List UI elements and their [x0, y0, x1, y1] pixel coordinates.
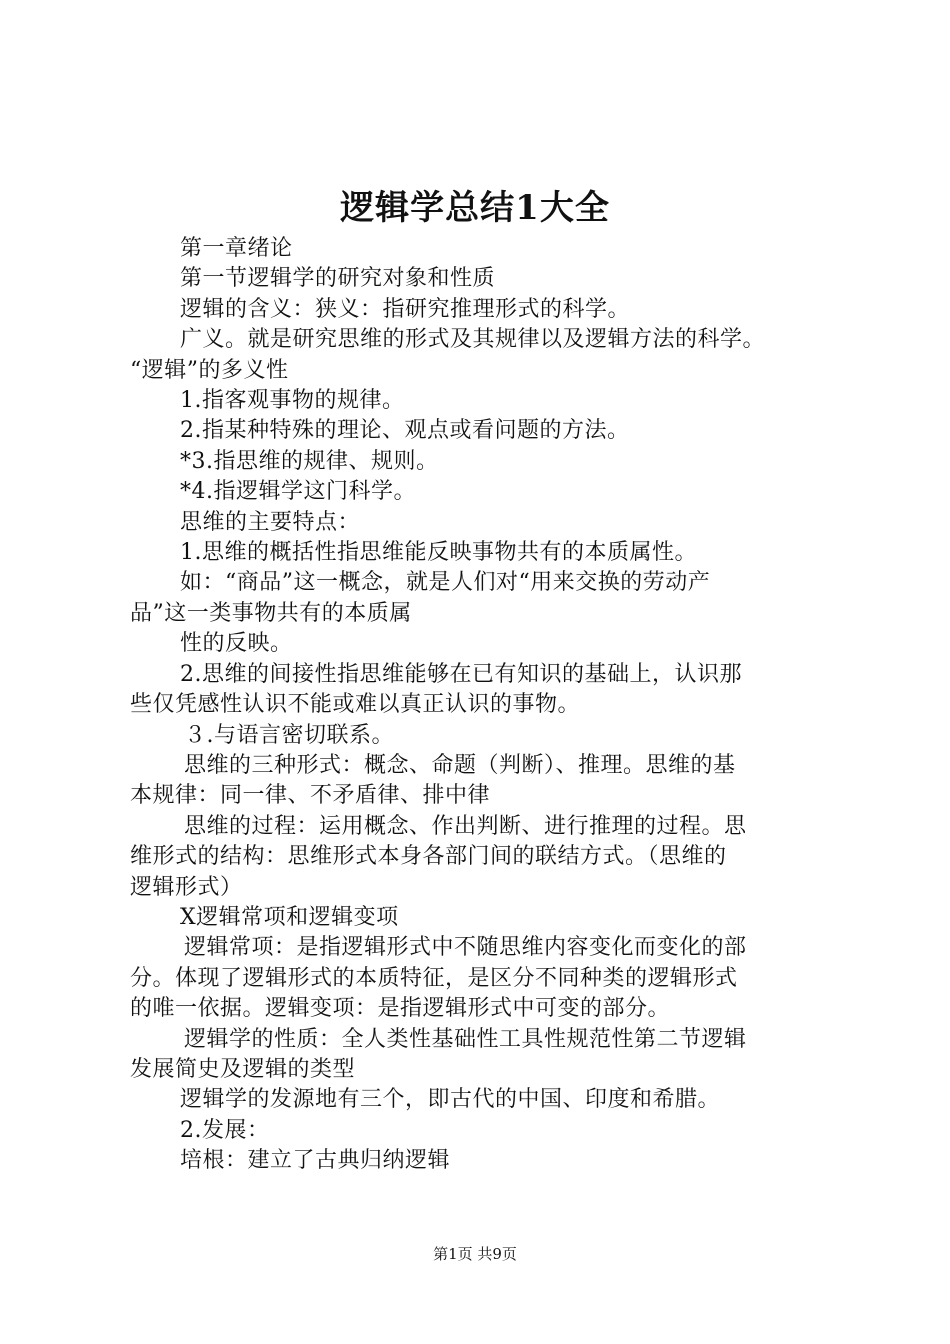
paragraph-line: “逻辑”的多义性: [130, 357, 289, 383]
paragraph-line: 思维的主要特点：: [180, 509, 361, 535]
paragraph-line: 思维的三种形式：概念、命题（判断）、推理。思维的基: [184, 752, 736, 778]
paragraph-line: 逻辑学的性质：全人类性基础性工具性规范性第二节逻辑: [184, 1026, 747, 1052]
paragraph-line: 广义。就是研究思维的形式及其规律以及逻辑方法的科学。: [180, 327, 766, 353]
paragraph-line: 逻辑的含义：狭义：指研究推理形式的科学。: [180, 296, 631, 322]
paragraph-line: 逻辑学的发源地有三个，即古代的中国、印度和希腊。: [180, 1087, 721, 1113]
paragraph-line: 分。体现了逻辑形式的本质特征，是区分不同种类的逻辑形式: [130, 965, 738, 991]
list-item: *4.指逻辑学这门科学。: [180, 479, 416, 505]
list-item: 2.发展：: [180, 1117, 270, 1143]
section-heading: X逻辑常项和逻辑变项: [180, 904, 399, 930]
list-item: ３.与语言密切联系。: [184, 722, 394, 748]
page-footer: 第1页 共9页: [433, 1245, 517, 1263]
paragraph-line: 维形式的结构：思维形式本身各部门间的联结方式。（思维的: [130, 844, 727, 870]
section-heading: 第一节逻辑学的研究对象和性质: [180, 266, 496, 292]
chapter-heading: 第一章绪论: [180, 236, 293, 261]
document-body: [130, 234, 835, 1177]
list-item: 2.思维的间接性指思维能够在已有知识的基础上，认识那: [180, 661, 742, 687]
paragraph-line: 发展简史及逻辑的类型: [130, 1056, 356, 1082]
paragraph-line: 性的反映。: [180, 631, 293, 657]
list-item: 1.指客观事物的规律。: [180, 388, 405, 414]
paragraph-line: 培根：建立了古典归纳逻辑: [180, 1148, 451, 1174]
page-title: 逻辑学总结1大全: [340, 188, 610, 228]
paragraph-line: 品”这一类事物共有的本质属: [130, 600, 412, 626]
paragraph-line: 如：“商品”这一概念，就是人们对“用来交换的劳动产: [180, 570, 711, 596]
paragraph-line: 本规律：同一律、不矛盾律、排中律: [130, 783, 491, 809]
paragraph-line: 逻辑常项：是指逻辑形式中不随思维内容变化而变化的部: [184, 935, 747, 961]
list-item: 1.思维的概括性指思维能反映事物共有的本质属性。: [180, 540, 697, 566]
list-item: *3.指思维的规律、规则。: [180, 448, 439, 474]
paragraph-line: 逻辑形式）: [130, 874, 243, 900]
list-item: 2.指某种特殊的理论、观点或看问题的方法。: [180, 418, 630, 444]
paragraph-line: 些仅凭感性认识不能或难以真正认识的事物。: [130, 692, 581, 718]
paragraph-line: 思维的过程：运用概念、作出判断、进行推理的过程。思: [184, 813, 747, 839]
paragraph-line: 的唯一依据。逻辑变项：是指逻辑形式中可变的部分。: [130, 996, 671, 1022]
